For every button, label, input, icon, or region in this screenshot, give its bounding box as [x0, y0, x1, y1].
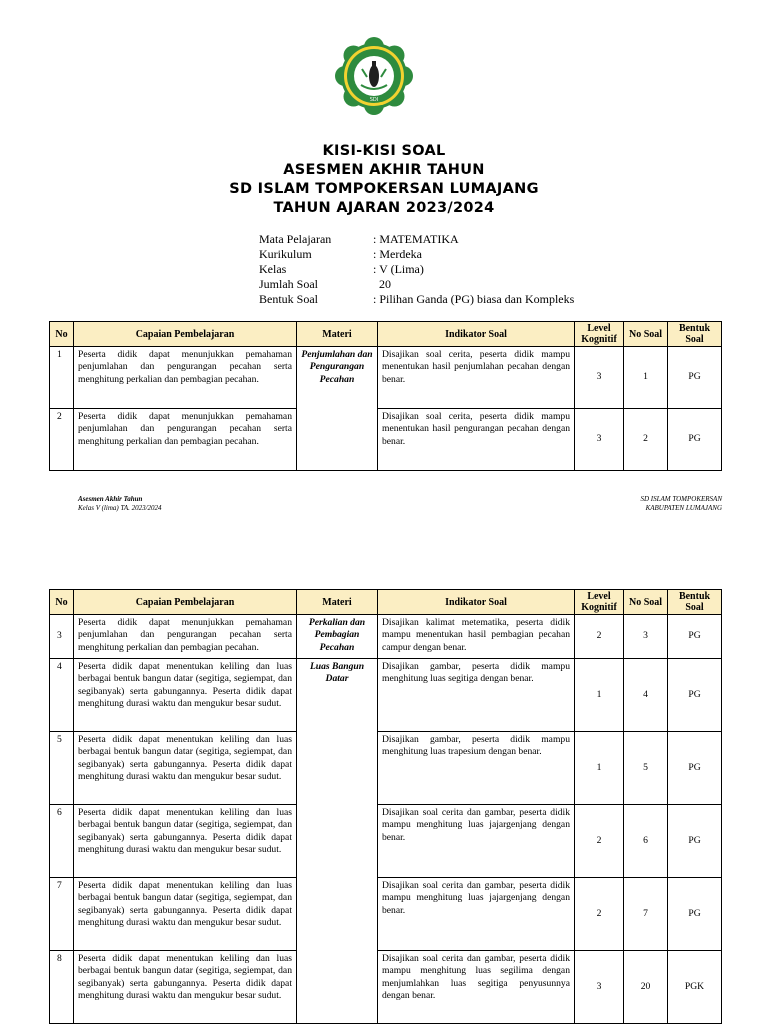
- col-header-materi: Materi: [297, 590, 378, 615]
- col-header-no-soal: No Soal: [624, 322, 668, 347]
- table-row: 5 Peserta didik dapat menentukan keliling dan luas berbagai bentuk bangun datar (segitiga, segiempat, dan segibanyak) serta gabungannya. Peserta didik dapat menghitung durasi waktu dan mengukur besar sudut. Disajikan gambar, peserta didik mampu menghitung luas trapesium dengan benar. 1 5 PG: [50, 732, 722, 805]
- footer-right: SD ISLAM TOMPOKERSAN KABUPATEN LUMAJANG: [640, 495, 722, 512]
- col-header-no: No: [50, 590, 74, 615]
- materi-cell: Perkalian dan Pembagian Pecahan: [297, 615, 378, 659]
- materi-cell: Penjumlahan dan Pengurangan Pecahan: [297, 347, 378, 471]
- table-row: 6 Peserta didik dapat menentukan keliling dan luas berbagai bentuk bangun datar (segitiga, segiempat, dan segibanyak) serta gabungannya. Peserta didik dapat menghitung durasi waktu dan mengukur besar sudut. Disajikan soal cerita dan gambar, peserta didik mampu menghitung luas jajargenjang dengan benar. 2 6 PG: [50, 805, 722, 878]
- table-row: 8 Peserta didik dapat menentukan keliling dan luas berbagai bentuk bangun datar (segitiga, segiempat, dan segibanyak) serta gabungannya. Peserta didik dapat menghitung durasi waktu dan mengukur besar sudut. Disajikan soal cerita dan gambar, peserta didik mampu menghitung luas segilima dengan menjumlahkan luas segitiga penyusunnya dengan benar. 3 20 PGK: [50, 951, 722, 1024]
- school-logo-icon: [331, 33, 417, 119]
- svg-text:SDI: SDI: [369, 97, 379, 103]
- materi-cell: Luas Bangun Datar: [297, 659, 378, 1024]
- col-header-indikator: Indikator Soal: [378, 322, 575, 347]
- col-header-materi: Materi: [297, 322, 378, 347]
- table-row: 2 Peserta didik dapat menunjukkan pemahaman penjumlahan dan pengurangan pecahan serta menghitung perkalian dan pembagian pecahan. Disajikan soal cerita, peserta didik mampu menentukan hasil pengurangan pecahan dengan benar. 3 2 PG: [50, 409, 722, 471]
- col-header-level: Level Kognitif: [575, 322, 624, 347]
- table-row: 4 Peserta didik dapat menentukan keliling dan luas berbagai bentuk bangun datar (segitiga, segiempat, dan segibanyak) serta gabungannya. Peserta didik dapat menghitung durasi waktu dan mengukur besar sudut. Luas Bangun Datar Disajikan gambar, peserta didik mampu menghitung luas segitiga dengan benar. 1 4 PG: [50, 659, 722, 732]
- grid-table-1: [49, 321, 722, 471]
- col-header-capaian: Capaian Pembelajaran: [74, 322, 297, 347]
- table-row: 1 Peserta didik dapat menunjukkan pemahaman penjumlahan dan pengurangan pecahan serta menghitung perkalian dan pembagian pecahan. Penjumlahan dan Pengurangan Pecahan Disajikan soal cerita, peserta didik mampu menentukan hasil penjumlahan pecahan dengan benar. 3 1 PG: [50, 347, 722, 409]
- col-header-indikator: Indikator Soal: [378, 590, 575, 615]
- table-header-row: [50, 590, 722, 615]
- academic-year: TAHUN AJARAN 2023/2024: [273, 200, 495, 216]
- table-row: 3 Peserta didik dapat menunjukkan pemahaman penjumlahan dan pengurangan pecahan serta menghitung perkalian dan pembagian pecahan. Perkalian dan Pembagian Pecahan Disajikan kalimat metematika, peserta didik mampu menentukan hasil pembagian pecahan campur dengan benar. 2 3 PG: [50, 615, 722, 659]
- school-name: SD ISLAM TOMPOKERSAN LUMAJANG: [229, 181, 539, 197]
- doc-title: KISI-KISI SOAL: [322, 143, 446, 159]
- col-header-capaian: Capaian Pembelajaran: [74, 590, 297, 615]
- grid-table-2: [49, 589, 722, 1024]
- table-row: 7 Peserta didik dapat menentukan keliling dan luas berbagai bentuk bangun datar (segitiga, segiempat, dan segibanyak) serta gabungannya. Peserta didik dapat menghitung durasi waktu dan mengukur besar sudut. Disajikan soal cerita dan gambar, peserta didik mampu menghitung luas jajargenjang dengan benar. 2 7 PG: [50, 878, 722, 951]
- col-header-level: Level Kognitif: [575, 590, 624, 615]
- footer-left: Asesmen Akhir Tahun Kelas V (lima) TA. 2023/2024: [78, 495, 162, 512]
- table-header-row: [50, 322, 722, 347]
- col-header-no: No: [50, 322, 74, 347]
- doc-subtitle: ASESMEN AKHIR TAHUN: [283, 162, 485, 178]
- col-header-bentuk: Bentuk Soal: [668, 322, 722, 347]
- col-header-bentuk: Bentuk Soal: [668, 590, 722, 615]
- col-header-no-soal: No Soal: [624, 590, 668, 615]
